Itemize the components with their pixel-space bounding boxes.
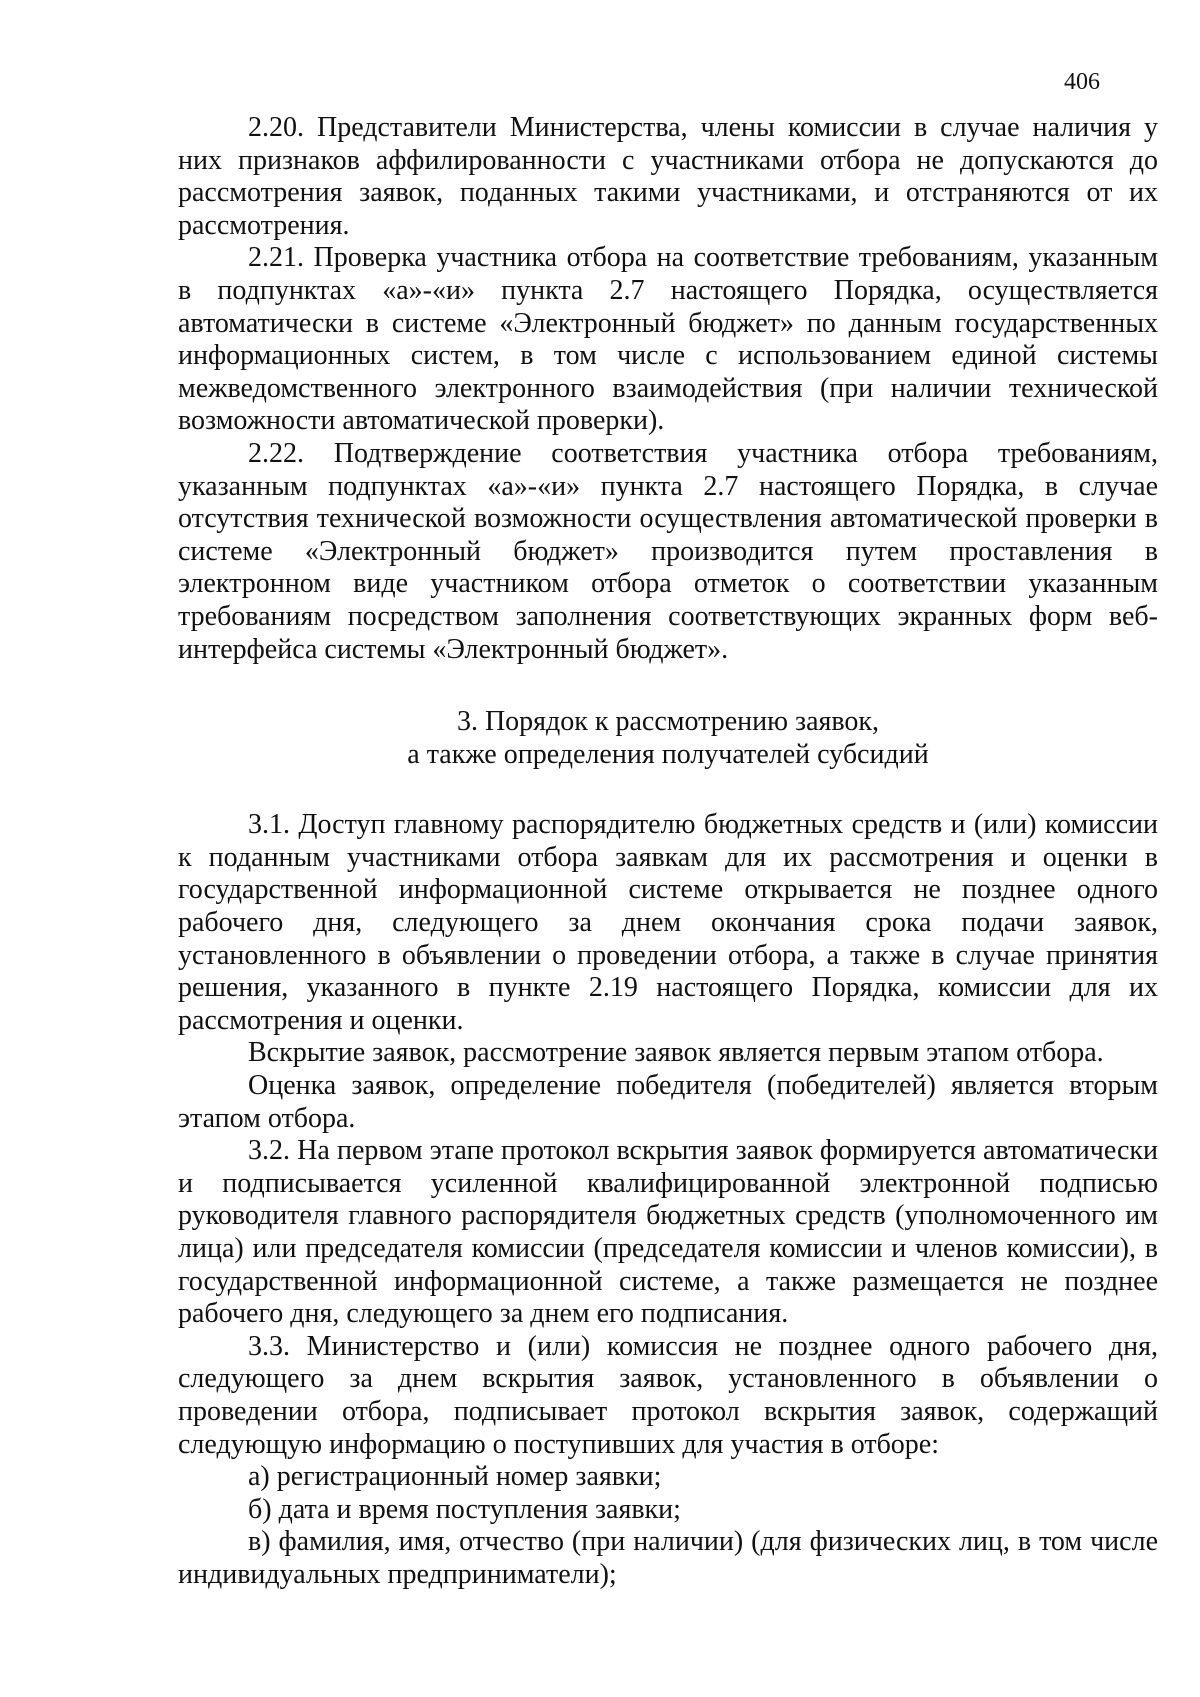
- section-heading-line-1: 3. Порядок к рассмотрению заявок,: [456, 706, 880, 738]
- paragraph-3-1: 3.1. Доступ главному распорядителю бюджетных средств и (или) комиссии к поданным участниками отбора заявкам для их рассмотрения и оценки в государственной информационной системе открывается не позднее одного рабочего дня, следующего за днем окончания срока подачи заявок, установленного в объявлении о проведении отбора, а также в случае принятия решения, указанного в пункте 2.19 настоящего Порядка, комиссии для их рассмотрения и оценки.: [178, 809, 1158, 1036]
- section-3-heading: [178, 706, 1158, 771]
- paragraph-3-3: 3.3. Министерство и (или) комиссия не позднее одного рабочего дня, следующего за днем вскрытия заявок, установленного в объявлении о проведении отбора, подписывает протокол вскрытия заявок, содержащий следующую информацию о поступивших для участия в отборе:: [178, 1330, 1158, 1460]
- paragraph-3-2: 3.2. На первом этапе протокол вскрытия заявок формируется автоматически и подписывается усиленной квалифицированной электронной подписью руководителя главного распорядителя бюджетных средств (уполномоченного им лица) или председателя комиссии (председателя комиссии и членов комиссии), в государственной информационной системе, а также размещается не позднее рабочего дня, следующего за днем его подписания.: [178, 1135, 1158, 1330]
- paragraph-2-21: 2.21. Проверка участника отбора на соответствие требованиям, указанным в подпунктах «а»-«и» пункта 2.7 настоящего Порядка, осуществляется автоматически в системе «Электронный бюджет» по данным государственных информационных систем, в том числе с использованием единой системы межведомственного электронного взаимодействия (при наличии технической возможности автоматической проверки).: [178, 242, 1158, 437]
- section-heading-line-2: а также определения получателей субсидий: [407, 738, 929, 770]
- list-item-v: в) фамилия, имя, отчество (при наличии) (для физических лиц, в том числе индивидуальных предприниматели);: [178, 1526, 1158, 1590]
- paragraph-opening-stage: Вскрытие заявок, рассмотрение заявок является первым этапом отбора.: [248, 1037, 1104, 1069]
- document-body: [178, 112, 1158, 1592]
- list-item-b: б) дата и время поступления заявки;: [248, 1493, 681, 1525]
- paragraph-evaluation-stage: Оценка заявок, определение победителя (победителей) является вторым этапом отбора.: [178, 1070, 1158, 1134]
- paragraph-2-22: 2.22. Подтверждение соответствия участника отбора требованиям, указанным подпунктах «а»-«и» пункта 2.7 настоящего Порядка, в случае отсутствия технической возможности осуществления автоматической проверки в системе «Электронный бюджет» производится путем проставления в электронном виде участником отбора отметок о соответствии указанным требованиям посредством заполнения соответствующих экранных форм веб-интерфейса системы «Электронный бюджет».: [178, 437, 1158, 665]
- paragraph-2-20: 2.20. Представители Министерства, члены комиссии в случае наличия у них признаков аффилированности с участниками отбора не допускаются до рассмотрения заявок, поданных такими участниками, и отстраняются от их рассмотрения.: [178, 112, 1158, 241]
- list-item-a: а) регистрационный номер заявки;: [248, 1461, 662, 1493]
- page-number: 406: [1064, 69, 1100, 95]
